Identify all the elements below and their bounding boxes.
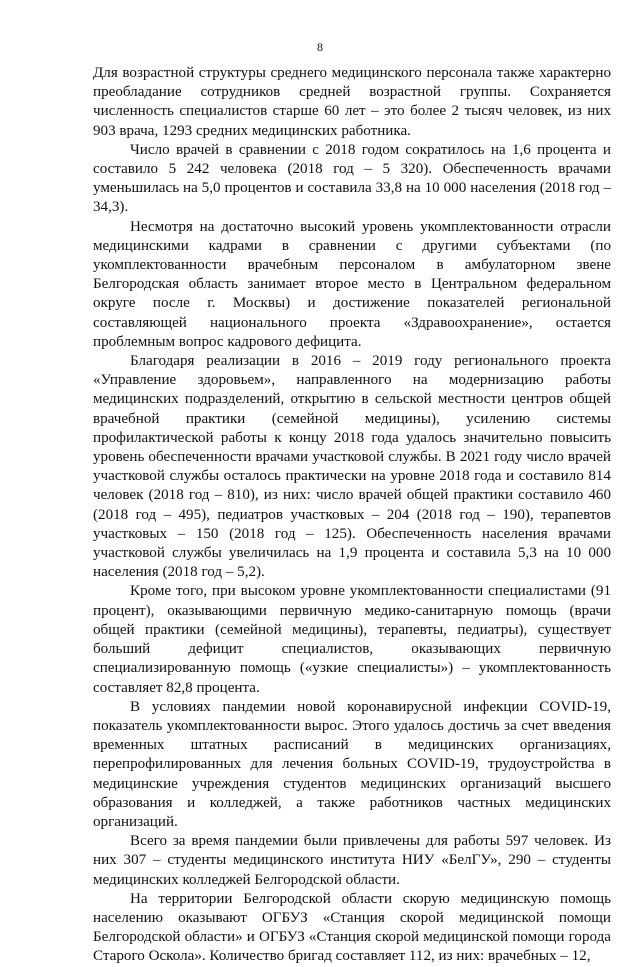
paragraph-doctor-count: Число врачей в сравнении с 2018 годом сократилось на 1,6 процента и составило 5 242 человека (2018 год – 5 320). Обеспеченность врачами уменьшилась на 5,0 процентов и составила 33,8 на 10 000 населения (2018 год – 34,3). (93, 141, 611, 216)
paragraph-primary-care: Кроме того, при высоком уровне укомплектованности специалистами (91 процент), оказывающими первичную медико-санитарную помощь (врачи общей практики (семейной медицины), терапевты, педиатры), существует больший дефицит специалистов, оказывающих первичную специализированную помощь («узкие специалисты») – укомплектованность составляет 82,8 процента. (93, 583, 611, 696)
paragraph-pandemic-volunteers: Всего за время пандемии были привлечены для работы 597 человек. Из них 307 – студенты медицинского института НИУ «БелГУ», 290 – студенты медицинских колледжей Белгородской области. (93, 833, 611, 888)
body-text (93, 64, 611, 967)
paragraph-health-project: Благодаря реализации в 2016 – 2019 году регионального проекта «Управление здоровьем», направленного на модернизацию работы медицинских подразделений, открытию в сельской местности центров общей врачебной практики (семейной медицины), усилению системы профилактической работы к концу 2018 года удалось значительно повысить уровень обеспеченности врачами участковой службы. В 2021 году число врачей участковой службы осталось практически на уровне 2018 года и составило 814 человек (2018 год – 810), из них: число врачей общей практики составило 460 (2018 год – 495), педиатров участковых – 204 (2018 год – 190), терапевтов участковых – 150 (2018 год – 125). Обеспеченность населения врачами участковой службы увеличилась на 1,9 процента и составила 5,3 на 10 000 населения (2018 год – 5,2). (93, 353, 611, 581)
paragraph-ambulance: На территории Белгородской области скорую медицинскую помощь населению оказывают ОГБУЗ «Станция скорой медицинской помощи Белгородской области» и ОГБУЗ «Станция скорой медицинской помощи города Старого Оскола». Количество бригад составляет 112, из них: врачебных – 12, (93, 890, 611, 965)
page-number: 8 (317, 40, 323, 54)
paragraph-covid-staffing: В условиях пандемии новой коронавирусной инфекции COVID-19, показатель укомплектованности вырос. Этого удалось достичь за счет введения временных штатных расписаний в медицинских организациях, перепрофилированных для лечения больных COVID-19, трудоустройства в медицинские учреждения студентов медицинских организаций высшего образования и колледжей, а также работников частных медицинских организаций. (93, 698, 611, 830)
paragraph-staffing-level: Несмотря на достаточно высокий уровень укомплектованности отрасли медицинскими кадрами в сравнении с другими субъектами (по укомплектованности врачебным персоналом в амбулаторном звене Белгородская область занимает второе место в Центральном федеральном округе после г. Москвы) и достижение показателей региональной составляющей национального проекта «Здравоохранение», остается проблемным вопрос кадрового дефицита. (93, 218, 611, 350)
paragraph-staff-age: Для возрастной структуры среднего медицинского персонала также характерно преобладание сотрудников средней возрастной группы. Сохраняется численность специалистов старше 60 лет – это более 2 тысяч человек, из них 903 врача, 1293 средних медицинских работника. (93, 65, 611, 139)
